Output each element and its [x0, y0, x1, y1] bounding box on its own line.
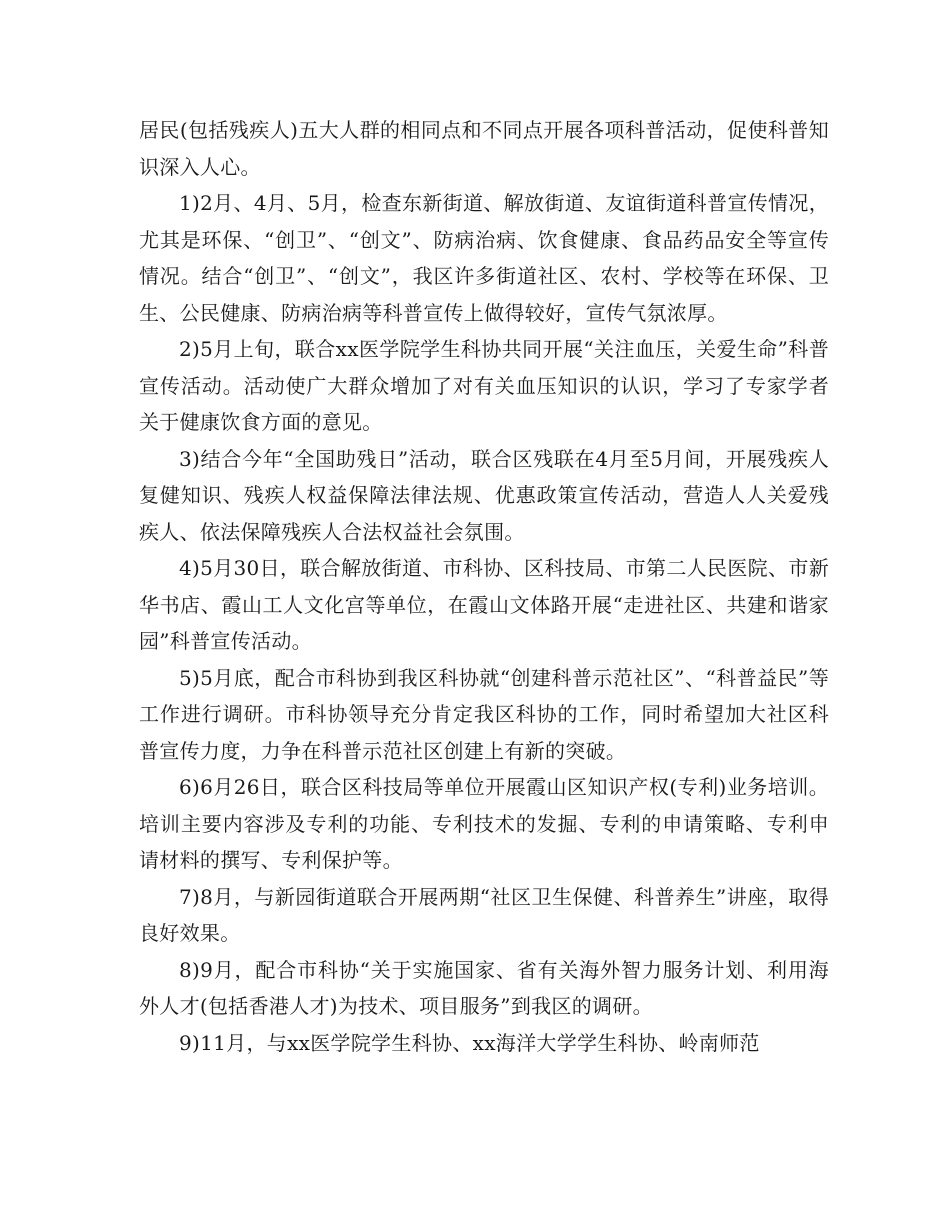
paragraph-item-8: 8)9月，配合市科协“关于实施国家、省有关海外智力服务计划、利用海外人才(包括香港人才)为技术、项目服务”到我区的调研。 — [139, 957, 829, 1018]
paragraph-item-2: 2)5月上旬，联合xx医学院学生科协共同开展“关注血压，关爱生命”科普宣传活动。活动使广大群众增加了对有关血压知识的认识，学习了专家学者关于健康饮食方面的意见。 — [139, 337, 829, 434]
paragraph-item-3: 3)结合今年“全国助残日”活动，联合区残联在4月至5月间，开展残疾人复健知识、残疾人权益保障法律法规、优惠政策宣传活动，营造人人关爱残疾人、依法保障残疾人合法权益社会氛围。 — [139, 446, 829, 544]
paragraph-item-9: 9)11月，与xx医学院学生科协、xx海洋大学学生科协、岭南师范 — [179, 1030, 760, 1055]
paragraph-item-7: 7)8月，与新园街道联合开展两期“社区卫生保健、科普养生”讲座，取得良好效果。 — [139, 884, 829, 945]
paragraph-continuation: 居民(包括残疾人)五大人群的相同点和不同点开展各项科普活动，促使科普知识深入人心。 — [139, 118, 829, 179]
paragraph-item-6: 6)6月26日，联合区科技局等单位开展霞山区知识产权(专利)业务培训。培训主要内容涉及专利的功能、专利技术的发掘、专利的申请策略、专利申请材料的撰写、专利保护等。 — [139, 775, 829, 872]
paragraph-item-4: 4)5月30日，联合解放街道、市科协、区科技局、市第二人民医院、市新华书店、霞山工人文化宫等单位，在霞山文体路开展“走进社区、共建和谐家园”科普宣传活动。 — [139, 556, 829, 653]
paragraph-item-5: 5)5月底，配合市科协到我区科协就“创建科普示范社区”、“科普益民”等工作进行调研。市科协领导充分肯定我区科协的工作，同时希望加大社区科普宣传力度，力争在科普示范社区创建上有新的突破。 — [139, 665, 829, 763]
paragraph-item-1: 1)2月、4月、5月，检查东新街道、解放街道、友谊街道科普宣传情况，尤其是环保、“创卫”、“创文”、防病治病、饮食健康、食品药品安全等宣传情况。结合“创卫”、“创文”，我区许多街道社区、农村、学校等在环保、卫生、公民健康、防病治病等科普宣传上做得较好，宣传气氛浓厚。 — [139, 191, 829, 325]
document-body — [139, 112, 829, 1061]
